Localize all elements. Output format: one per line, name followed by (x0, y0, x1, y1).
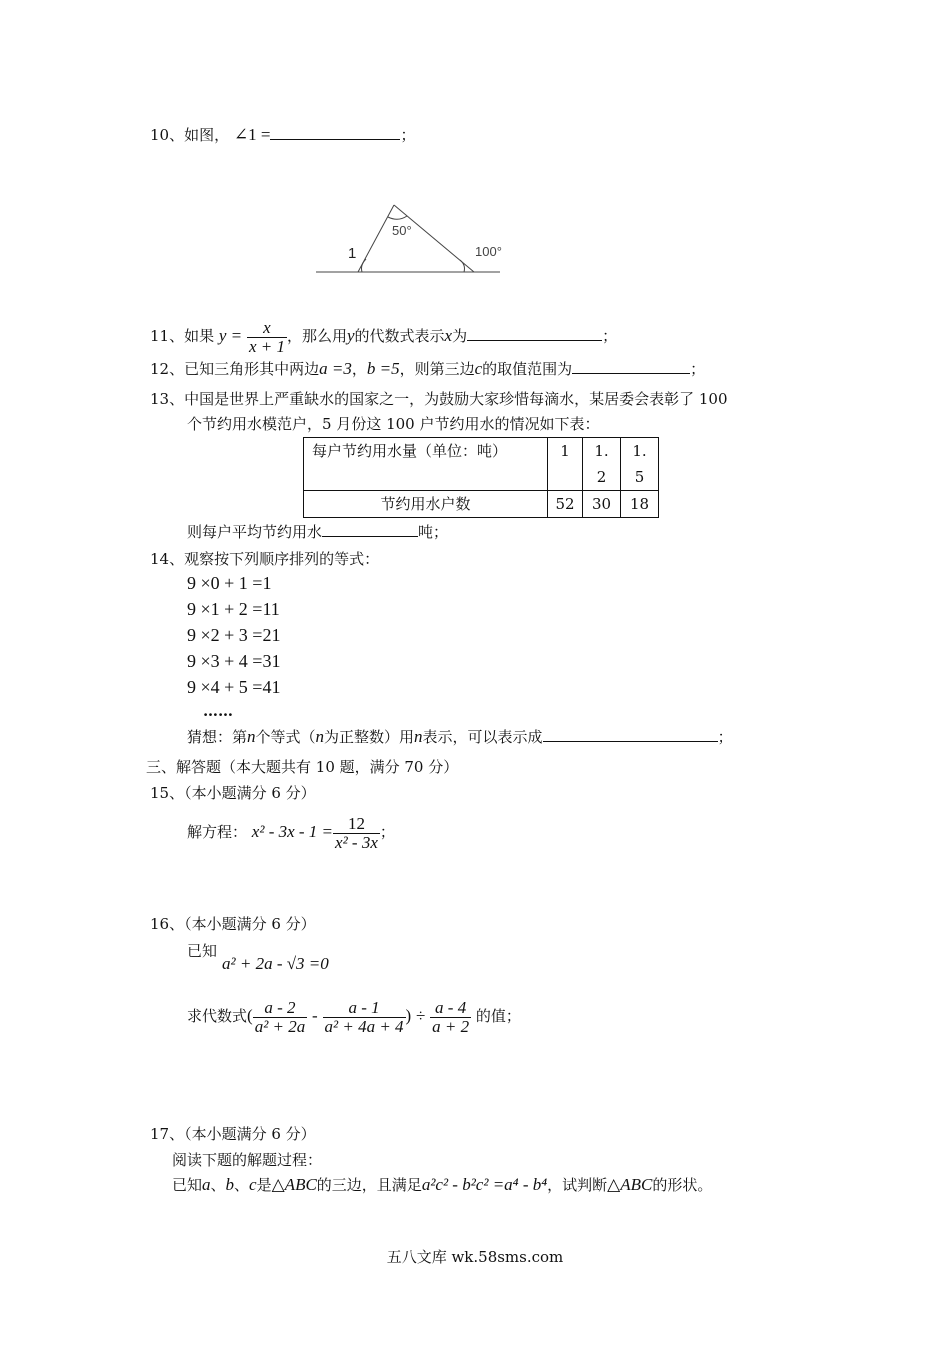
answer-blank (322, 522, 418, 537)
equation-1: 9 ×0 + 1 =1 (187, 573, 272, 593)
ellipsis: …… (203, 702, 233, 720)
answer-blank (572, 359, 690, 374)
question-17-line1: 阅读下题的解题过程： (172, 1151, 323, 1169)
angle-100-label: 100° (475, 244, 502, 259)
question-17-line2: 已知a、b、c是△ABC的三边，且满足a²c² - b²c² =a⁴ - b⁴，试判断△ABC的形状。 (172, 1175, 713, 1194)
fraction: $\frac{a - 1}{\text{a² + 4a + 4}}$ (324, 997, 404, 1036)
question-13-answer: 则每户平均节约用水 吨； (187, 523, 449, 541)
fraction: $\frac{a - 2}{\text{a² + 2a}}$ (254, 997, 306, 1036)
table-row: 节约用水户数 52 30 18 (304, 491, 659, 518)
angle-50-label: 50° (392, 223, 412, 238)
equation-5: 9 ×4 + 5 =41 (187, 677, 281, 697)
question-16-known: 已知 (187, 942, 218, 960)
question-15-body: 解方程： x² - 3x - 1 = $\frac{12}{\text{x² - 3x}}$ ； (187, 813, 395, 852)
question-13-line1: 13、中国是世界上严重缺水的国家之一，为鼓励大家珍惜每滴水，某居委会表彰了 100 (150, 390, 728, 408)
equation-2: 9 ×1 + 2 =11 (187, 599, 280, 619)
water-table (303, 437, 659, 518)
equation-4: 9 ×3 + 4 =31 (187, 651, 281, 671)
answer-blank (467, 326, 602, 341)
question-11: 11、如果 y = $\frac{x}{x + 1}$ ，那么用y的代数式表示x为 ； (150, 317, 618, 356)
question-16-expression: 求代数式( $\frac{a - 2}{\text{a² + 2a}}$ - $\frac{a - 1}{\text{a² + 4a + 4}}$ ) ÷ $\frac{a - 4}{a + 2}$ 的值； (187, 997, 521, 1036)
answer-blank (543, 727, 718, 742)
table-row: 每户节约用水量（单位：吨） 1 1. 2 1. 5 (304, 438, 659, 491)
question-17-title: 17、（本小题满分 6 分） (150, 1125, 316, 1143)
question-10: 10、如图， ∠1 = ； (150, 125, 416, 144)
answer-blank (270, 125, 400, 140)
fraction: $\frac{12}{\text{x² - 3x}}$ (335, 813, 378, 852)
footer-watermark: 五八文库 wk.58sms.com (386, 1248, 564, 1266)
question-15-title: 15、（本小题满分 6 分） (150, 784, 316, 802)
question-12: 12、已知三角形其中两边a =3，b =5，则第三边c的取值范围为 ； (150, 359, 706, 378)
section-3-heading: 三、解答题（本大题共有 10 题，满分 70 分） (146, 758, 459, 776)
angle-label: ∠1 = (233, 125, 271, 144)
question-16-condition: a² + 2a - √3 =0 (222, 954, 329, 973)
fraction: $\frac{a - 4}{a + 2}$ (432, 997, 470, 1036)
fraction: $\frac{x}{x + 1}$ (248, 317, 285, 356)
angle-1-label: 1 (348, 245, 357, 262)
triangle-figure (310, 195, 510, 280)
question-14-title: 14、观察按下列顺序排列的等式： (150, 550, 380, 568)
equation-3: 9 ×2 + 3 =21 (187, 625, 281, 645)
question-13-line2: 个节约用水模范户，5 月份这 100 户节约用水的情况如下表： (187, 415, 600, 433)
question-14-guess: 猜想：第n个等式（n为正整数）用n表示，可以表示成 ； (187, 727, 733, 746)
question-16-title: 16、（本小题满分 6 分） (150, 915, 316, 933)
